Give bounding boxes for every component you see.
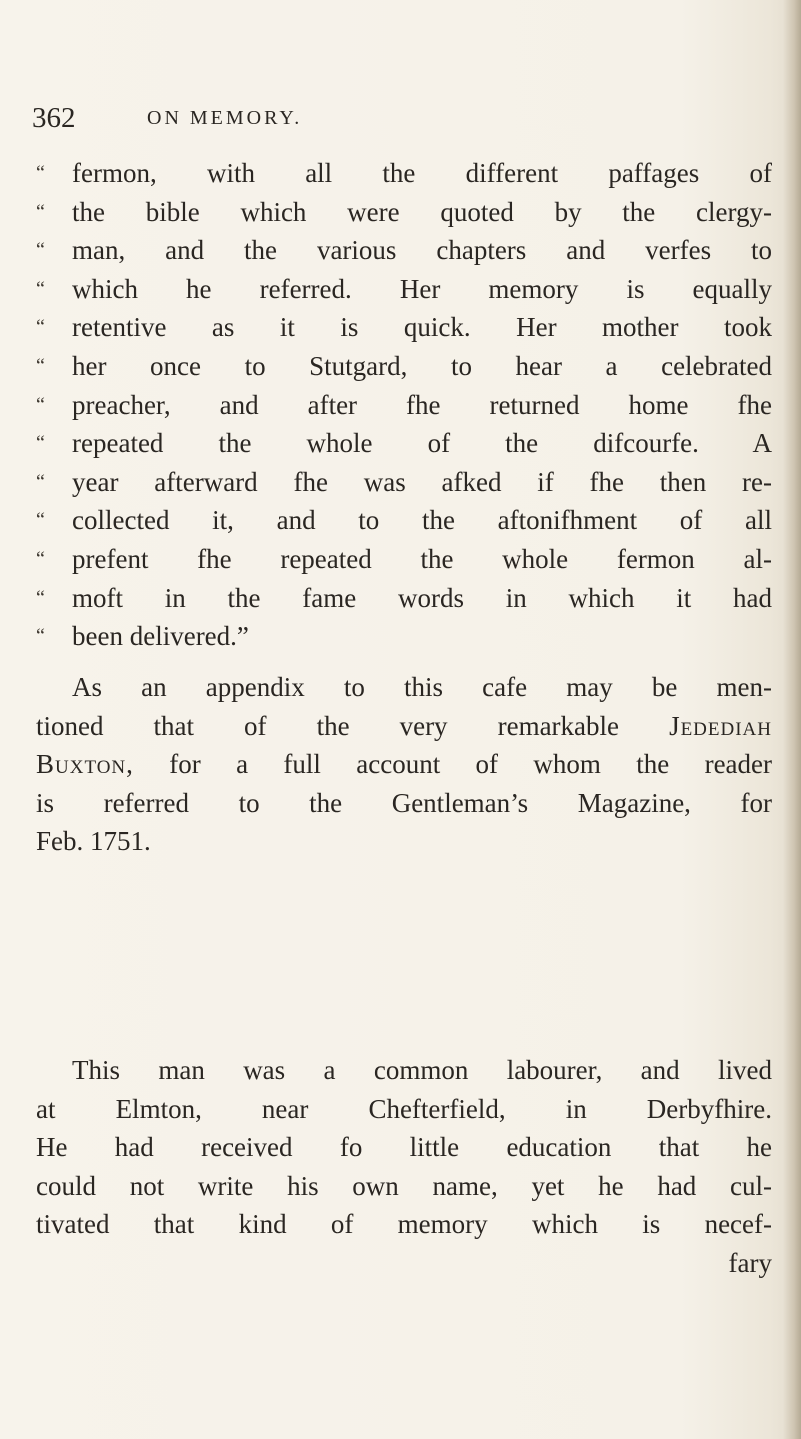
quote-line xyxy=(36,231,772,270)
quote-mark: “ xyxy=(36,316,45,339)
quote-line-text: fermon, with all the different paffages of xyxy=(72,158,772,188)
quote-line xyxy=(36,347,772,386)
quote-mark: “ xyxy=(36,432,45,455)
quote-line xyxy=(36,463,772,502)
quote-mark: “ xyxy=(36,547,45,570)
quote-line-text: been delivered.” xyxy=(72,621,249,652)
quote-mark: “ xyxy=(36,509,45,532)
paragraph-line: tivated that kind of memory which is necef- xyxy=(36,1209,772,1240)
quote-mark: “ xyxy=(36,586,45,609)
paragraph-line: at Elmton, near Chefterfield, in Derbyfhire. xyxy=(36,1093,772,1124)
quote-mark: “ xyxy=(36,200,45,223)
quote-line-text: year afterward fhe was afked if fhe then re- xyxy=(72,466,772,497)
quote-line xyxy=(36,270,772,309)
quote-line xyxy=(36,386,772,425)
quote-line-text: which he referred. Her memory is equally xyxy=(72,273,772,304)
paragraph-line: He had received fo little education that he xyxy=(36,1132,772,1163)
quote-line xyxy=(36,501,772,540)
quoted-passage xyxy=(36,154,772,656)
quote-line-text: preacher, and after fhe returned home fhe xyxy=(72,389,772,420)
page-number: 362 xyxy=(32,102,76,134)
paragraph-line xyxy=(36,707,772,746)
quote-mark: “ xyxy=(36,239,45,262)
quote-mark: “ xyxy=(36,470,45,493)
quote-line-text: retentive as it is quick. Her mother took xyxy=(72,312,772,343)
quote-line-text: the bible which were quoted by the clergy- xyxy=(72,196,772,227)
paragraph-line: could not write his own name, yet he had cul- xyxy=(36,1170,772,1201)
quote-line-text: collected it, and to the aftonifhment of all xyxy=(72,505,772,536)
running-head: ON MEMORY. xyxy=(147,107,303,129)
appendix-paragraph xyxy=(36,668,772,861)
quote-line-text: man, and the various chapters and verfes to xyxy=(72,235,772,266)
paragraph-line: As an appendix to this cafe may be men- xyxy=(72,672,772,702)
quote-line xyxy=(36,540,772,579)
catchword: fary xyxy=(728,1247,772,1278)
person-name-last: Buxton, xyxy=(36,749,134,780)
quote-line xyxy=(36,308,772,347)
quote-line xyxy=(36,154,772,193)
quote-line xyxy=(36,617,756,656)
quote-line-text: repeated the whole of the difcourfe. A xyxy=(72,428,772,459)
page-header xyxy=(32,102,492,142)
quote-mark: “ xyxy=(36,354,45,377)
paragraph-line: is referred to the Gentleman’s Magazine, for xyxy=(36,787,772,818)
buxton-paragraph xyxy=(36,1051,772,1283)
quote-mark: “ xyxy=(36,393,45,416)
person-name-first: Jedediah xyxy=(669,710,772,741)
paragraph-line-text: tioned that of the very remarkable xyxy=(36,710,620,741)
quote-line xyxy=(36,579,772,618)
quote-line-text: her once to Stutgard, to hear a celebrated xyxy=(72,350,772,381)
quote-mark: “ xyxy=(36,162,45,184)
paragraph-line-text: for a full account of whom the reader xyxy=(169,749,773,780)
quote-line-text: moft in the fame words in which it had xyxy=(72,582,772,613)
quote-mark: “ xyxy=(36,277,45,300)
page-binding-edge xyxy=(783,0,801,1439)
paragraph-line: This man was a common labourer, and lived xyxy=(72,1055,772,1085)
quote-line xyxy=(36,424,772,463)
quote-mark: “ xyxy=(36,625,45,648)
quote-line xyxy=(36,193,772,232)
paragraph-line xyxy=(36,745,772,784)
quote-line-text: prefent fhe repeated the whole fermon al- xyxy=(72,543,772,574)
paragraph-line: Feb. 1751. xyxy=(36,826,151,857)
